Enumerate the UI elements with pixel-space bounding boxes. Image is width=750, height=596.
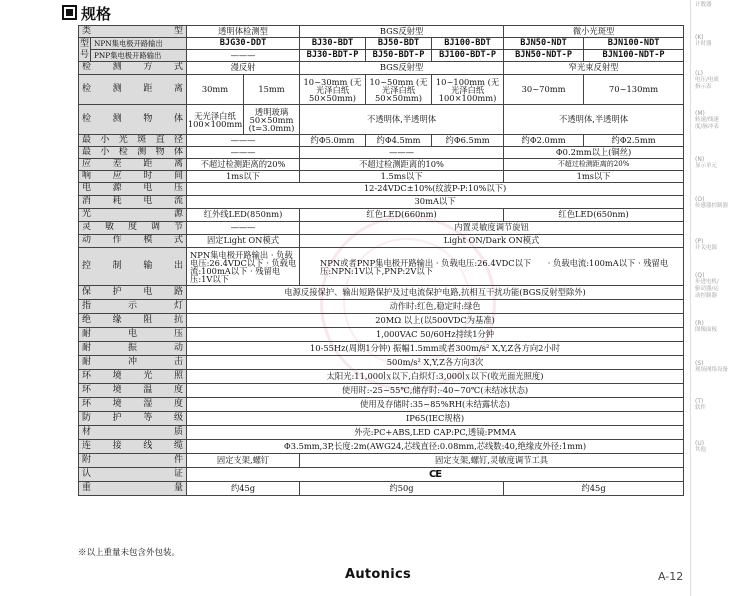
cell: 30mA以下 [187,196,684,209]
cell: 电源反接保护、输出短路保护及过电流保护电路,抗相互干扰功能(BGS反射型除外) [187,286,684,300]
row-label: 类 型 [79,26,187,38]
cell: Φ3.5mm,3P,长度:2m(AWG24,芯线直径:0.08mm,芯线数:40,绝缘皮外径:1mm) [187,440,684,454]
table-row [79,248,684,286]
ce-mark-icon: CE [428,468,442,480]
cell: 固定Light ON模式 [187,235,300,248]
model-cell: BJ100-BDT-P [432,50,504,62]
row-label: 最 小 检 测 物 体 [79,147,187,159]
side-index-key: (K) [695,34,704,41]
model-cell: ——— [187,50,300,62]
model-cell: BJN50-NDT-P [504,50,584,62]
side-index-label: 转速/线速 度/脉冲表 [695,117,719,130]
table-row [79,286,684,300]
cell: 不透明体,半透明体 [504,105,684,135]
cell: 窄光束反射型 [504,62,684,75]
row-label: 电 源 电 压 [79,183,187,196]
side-index-label: 图像面板 [695,327,718,333]
section-title: 规格 [81,5,112,23]
side-index-item[interactable] [695,440,749,454]
cell: 透明玻璃 50×50mm (t=3.0mm) [244,105,300,135]
cell: 10~50mm (无光泽白纸 50×50mm) [366,75,432,105]
cell: 10~30mm (无光泽白纸 50×50mm) [300,75,366,105]
side-index-key: (M) [695,110,705,117]
cell: 70~130mm [584,75,684,105]
cell: 不超过检测距离的20% [187,159,300,171]
cell: 约45g [504,482,684,496]
row-label: 耐 电 压 [79,328,187,342]
side-index-item[interactable] [695,238,749,252]
cell: 使用时:-25~55℃,储存时:-40~70℃(未结冰状态) [187,384,684,398]
footnote: ※以上重量未包含外包装。 [78,548,181,558]
side-index-item[interactable] [695,110,749,131]
cell: 无光泽白纸 100×100mm [187,105,244,135]
row-label: 检 测 方 式 [79,62,187,75]
cell: ——— [300,147,504,159]
row-label: 动 作 模 式 [79,235,187,248]
table-row [79,384,684,398]
cell: 500m/s² X,Y,Z各方向3次 [187,356,684,370]
row-label: 检 测 物 体 [79,105,187,135]
cell: ——— [187,135,300,147]
side-index-key: (R) [695,320,704,327]
side-index-key: (P) [695,238,704,245]
row-label: NPN集电极开路输出 [91,38,187,50]
row-label: 消 耗 电 流 [79,196,187,209]
row-label: 检 测 距 离 [79,75,187,105]
cell: 约Φ6.5mm [432,135,504,147]
square-bullet-icon [62,5,77,20]
side-index-key: (S) [695,360,704,367]
side-index-item[interactable] [695,320,749,334]
row-label: 耐 振 动 [79,342,187,356]
row-label: 环 境 光 照 [79,370,187,384]
row-label: 光 源 [79,209,187,222]
side-index-item[interactable] [695,398,749,412]
model-cell: BJN100-NDT-P [584,50,684,62]
page-number: A-12 [658,570,684,583]
table-row [79,135,684,147]
side-index-item[interactable] [695,34,749,48]
side-index-label: 开关电源 [695,245,718,251]
table-row [79,171,684,183]
cell: NPN或者PNP集电极开路输出 · 负载电压:26.4VDC以下 · 负载电流:100mA以下 · 残留电压:NPN:1V以下,PNP:2V以下 [300,248,684,286]
cell: 红色LED(660nm) [300,209,504,222]
cell: ——— [187,222,300,235]
side-index-label: 计数器 [695,2,712,8]
side-index-key: (L) [695,70,704,77]
cell: Φ0.2mm以上(铜丝) [504,147,684,159]
row-label: 响 应 时 间 [79,171,187,183]
side-index-item[interactable] [695,156,749,170]
cell: 红外线LED(850nm) [187,209,300,222]
row-label: 防 护 等 级 [79,412,187,426]
table-row [79,468,684,482]
cell: 约Φ2.5mm [584,135,684,147]
row-label: 认 证 [79,468,187,482]
side-index-label: 传感器控制器 [695,203,729,209]
cell: NPN集电极开路输出 · 负载电压:26.4VDC以下 · 负载电流:100mA以下 · 残留电压:1V以下 [187,248,300,286]
row-label: 重 量 [79,482,187,496]
cell: 1,000VAC 50/60Hz持续1分钟 [187,328,684,342]
model-cell: BJG30-DDT [187,38,300,50]
cell [187,468,684,482]
cell: 外壳:PC+ABS,LED CAP:PC,透镜:PMMA [187,426,684,440]
row-label: 控 制 输 出 [79,248,187,286]
table-row [79,356,684,370]
model-side-label: 型 号 [79,38,89,60]
cell: ——— [187,147,300,159]
cell: 30~70mm [504,75,584,105]
cell: 使用及存储时:35~85%RH(未结露状态) [187,398,684,412]
side-index-key: (U) [695,440,705,447]
side-index-key: (T) [695,398,704,405]
side-index-item[interactable] [695,70,749,91]
table-row [79,426,684,440]
table-row [79,75,684,105]
cell: 固定支架,螺钉 [187,454,300,468]
cell: 1.5ms以下 [300,171,504,183]
table-row [79,440,684,454]
table-row [79,26,684,38]
side-index-label: 步进电机/ 驱动器/运 动控制器 [695,279,719,299]
row-label: 灵 敏 度 调 节 [79,222,187,235]
table-row [79,235,684,248]
table-row [79,222,684,235]
row-label: PNP集电极开路输出 [91,50,187,62]
spec-table [78,25,684,496]
table-row [79,105,684,135]
col-header-bgs: BGS反射型 [300,26,504,38]
side-index-item[interactable] [695,272,749,300]
table-row [79,482,684,496]
side-index-key: (Q) [695,272,705,279]
side-index [690,0,750,596]
side-index-key: (O) [695,196,705,203]
table-row [79,342,684,356]
model-cell: BJN50-NDT [504,38,584,50]
row-label: 附 件 [79,454,187,468]
cell: 内置灵敏度调节旋钮 [300,222,684,235]
col-header-thru: 透明体检测型 [187,26,300,38]
side-index-label: 其他 [695,447,707,453]
cell: 20MΩ 以上(以500VDC为基准) [187,314,684,328]
side-index-item[interactable] [695,196,749,210]
row-label: 环 境 湿 度 [79,398,187,412]
model-cell: BJ30-BDT-P [300,50,366,62]
cell: 约Φ5.0mm [300,135,366,147]
cell: 固定支架,螺钉,灵敏度调节工具 [300,454,684,468]
table-row [79,147,684,159]
cell: 不透明体,半透明体 [300,105,504,135]
cell: 约45g [187,482,300,496]
cell: IP65(IEC规格) [187,412,684,426]
table-row [79,50,684,62]
side-index-label: 软件 [695,405,707,411]
side-index-label: 电压/电流 指示表 [695,77,719,90]
side-index-label: 计时器 [695,41,712,47]
side-index-label: 现场网络设备 [695,367,729,373]
cell: 1ms以下 [504,171,684,183]
cell: BGS反射型 [300,62,504,75]
table-row [79,412,684,426]
cell: 30mm [187,75,244,105]
section-header [62,3,111,24]
table-row [79,183,684,196]
row-label: 指 示 灯 [79,300,187,314]
row-label: 连 接 线 缆 [79,440,187,454]
cell: 10-55Hz(周期1分钟) 振幅1.5mm或者300m/s² X,Y,Z各方向2小时 [187,342,684,356]
cell: 约Φ4.5mm [366,135,432,147]
table-row [79,314,684,328]
table-row [79,454,684,468]
model-cell: BJ30-BDT [300,38,366,50]
row-label: 环 境 温 度 [79,384,187,398]
table-row [79,209,684,222]
row-label: 材 质 [79,426,187,440]
table-row [79,398,684,412]
cell: 12-24VDC±10%(纹波P-P:10%以下) [187,183,684,196]
cell: 不超过检测距离的10% [300,159,504,171]
cell: 1ms以下 [187,171,300,183]
model-cell: BJ50-BDT [366,38,432,50]
row-label: 保 护 电 路 [79,286,187,300]
cell: 约50g [300,482,504,496]
side-index-key: (N) [695,156,705,163]
row-label: 耐 冲 击 [79,356,187,370]
cell: 太阳光:11,000㏓以下,白炽灯:3,000㏓以下(收光面光照度) [187,370,684,384]
table-row [79,159,684,171]
row-label: 绝 缘 阻 抗 [79,314,187,328]
side-index-item[interactable] [695,2,749,9]
cell: 10~100mm (无光泽白纸 100×100mm) [432,75,504,105]
row-label: 最 小 光 斑 直 径 [79,135,187,147]
col-header-small: 微小光斑型 [504,26,684,38]
cell: 红色LED(650nm) [504,209,684,222]
cell: 漫反射 [187,62,300,75]
cell: Light ON/Dark ON模式 [300,235,684,248]
table-row [79,328,684,342]
side-index-label: 显示单元 [695,163,718,169]
table-row [79,196,684,209]
side-index-item[interactable] [695,360,749,374]
cell: 15mm [244,75,300,105]
brand-logo: Autonics [345,567,412,582]
table-row [79,62,684,75]
table-row [79,300,684,314]
cell: 不超过检测距离的20% [504,159,684,171]
table-row [79,370,684,384]
cell: 约Φ2.0mm [504,135,584,147]
model-cell: BJN100-NDT [584,38,684,50]
row-label: 应 差 距 离 [79,159,187,171]
table-row [79,38,684,50]
model-cell: BJ100-BDT [432,38,504,50]
model-cell: BJ50-BDT-P [366,50,432,62]
cell: 动作时:红色,稳定时:绿色 [187,300,684,314]
